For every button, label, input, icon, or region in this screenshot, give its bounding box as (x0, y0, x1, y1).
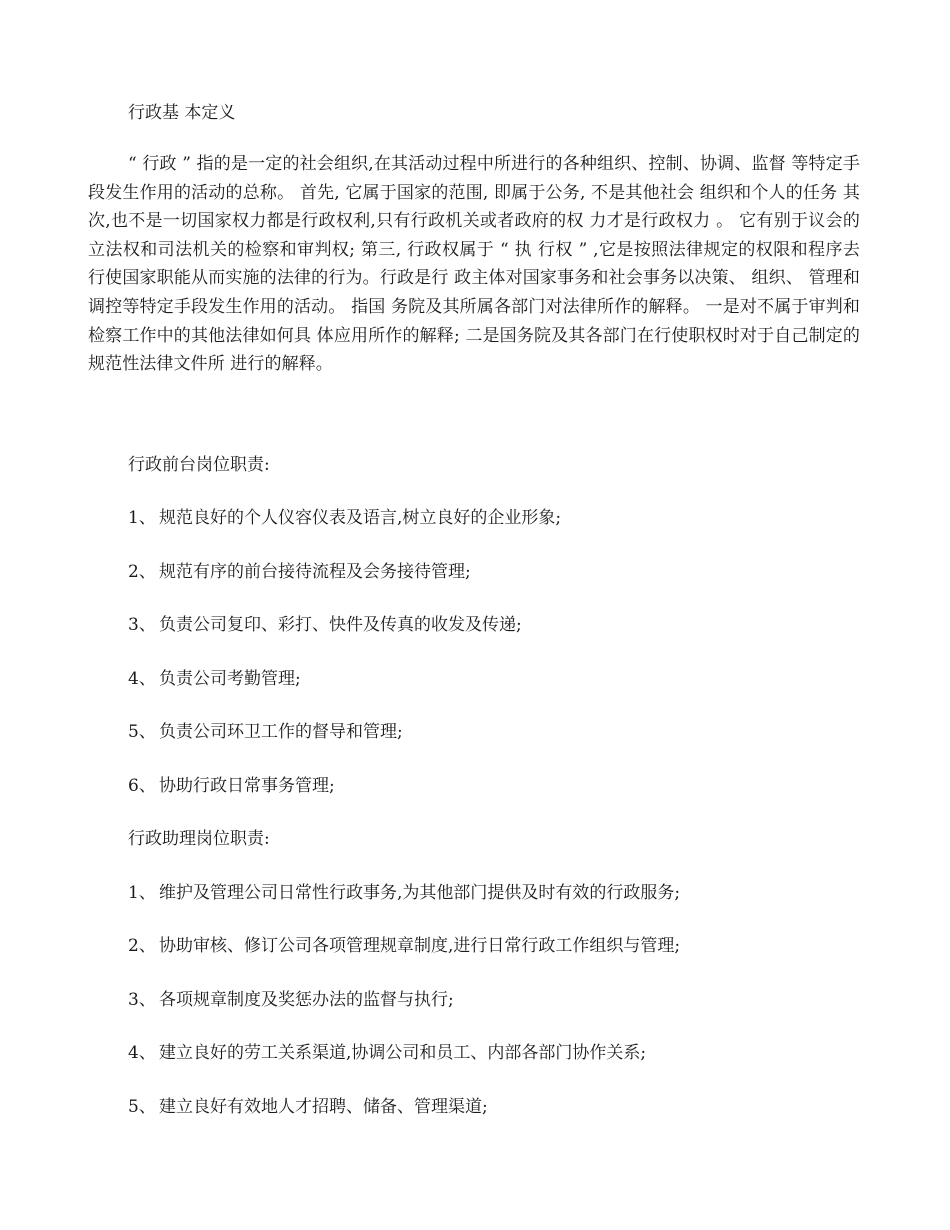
assistant-heading: 行政助理岗位职责: (128, 829, 270, 849)
list-item-number: 5、 (128, 1097, 156, 1117)
list-item (128, 935, 680, 957)
list-item-number: 4、 (128, 1043, 156, 1063)
list-item (128, 614, 522, 636)
list-item (128, 882, 680, 904)
list-item-number: 3、 (128, 615, 156, 635)
document-title: 行政基 本定义 (128, 103, 236, 123)
list-item-number: 2、 (128, 936, 156, 956)
list-item (128, 775, 335, 797)
list-item-text: 各项规章制度及奖惩办法的监督与执行; (159, 990, 454, 1010)
list-item-text: 负责公司环卫工作的督导和管理; (159, 722, 403, 742)
list-item-text: 负责公司复印、彩打、快件及传真的收发及传递; (159, 615, 522, 635)
list-item-number: 1、 (128, 883, 156, 903)
list-item-number: 1、 (128, 508, 156, 528)
intro-paragraph: “ 行政 ” 指的是一定的社会组织,在其活动过程中所进行的各种组织、控制、协调、监督 等特定手段发生作用的活动的总称。 首先, 它属于国家的范围, 即属于公务, 不是其他社会 组织和个人的任务 其次,也不是一切国家权力都是行政权利,只有行政机关或者政府的权 力才是行政权力 。 它有别于议会的立法权和司法机关的检察和审判权; 第三, 行政权属于 “ 执 行权 ” ,它是按照法律规定的权限和程序去行使国家职能从而实施的法律的行为。行政是行 政主体对国家事务和社会事务以决策、 组织、 管理和调控等特定手段发生作用的活动。 指国 务院及其所属各部门对法律所作的解释。 一是对不属于审判和检察工作中的其他法律如何具 体应用所作的解释; 二是国务院及其各部门在行使职权时对于自己制定的规范性法律文件所 进行的解释。 (88, 154, 860, 375)
list-item-text: 协助审核、修订公司各项管理规章制度,进行日常行政工作组织与管理; (159, 936, 681, 956)
list-item (128, 1096, 488, 1118)
list-item (128, 561, 471, 583)
list-item-number: 3、 (128, 990, 156, 1010)
list-item (128, 507, 561, 529)
list-item-text: 规范有序的前台接待流程及会务接待管理; (159, 562, 471, 582)
list-item-number: 6、 (128, 776, 156, 796)
reception-heading: 行政前台岗位职责: (128, 455, 270, 475)
list-item-number: 5、 (128, 722, 156, 742)
list-item (128, 721, 403, 743)
list-item-text: 协助行政日常事务管理; (159, 776, 335, 796)
list-item-text: 规范良好的个人仪容仪表及语言,树立良好的企业形象; (159, 508, 562, 528)
list-item-number: 4、 (128, 669, 156, 689)
list-item (128, 1042, 646, 1064)
list-item-number: 2、 (128, 562, 156, 582)
list-item-text: 建立良好的劳工关系渠道,协调公司和员工、内部各部门协作关系; (159, 1043, 647, 1063)
list-item-text: 建立良好有效地人才招聘、储备、管理渠道; (159, 1097, 488, 1117)
list-item-text: 负责公司考勤管理; (159, 669, 301, 689)
list-item (128, 989, 454, 1011)
list-item (128, 668, 301, 690)
list-item-text: 维护及管理公司日常性行政事务,为其他部门提供及时有效的行政服务; (159, 883, 681, 903)
